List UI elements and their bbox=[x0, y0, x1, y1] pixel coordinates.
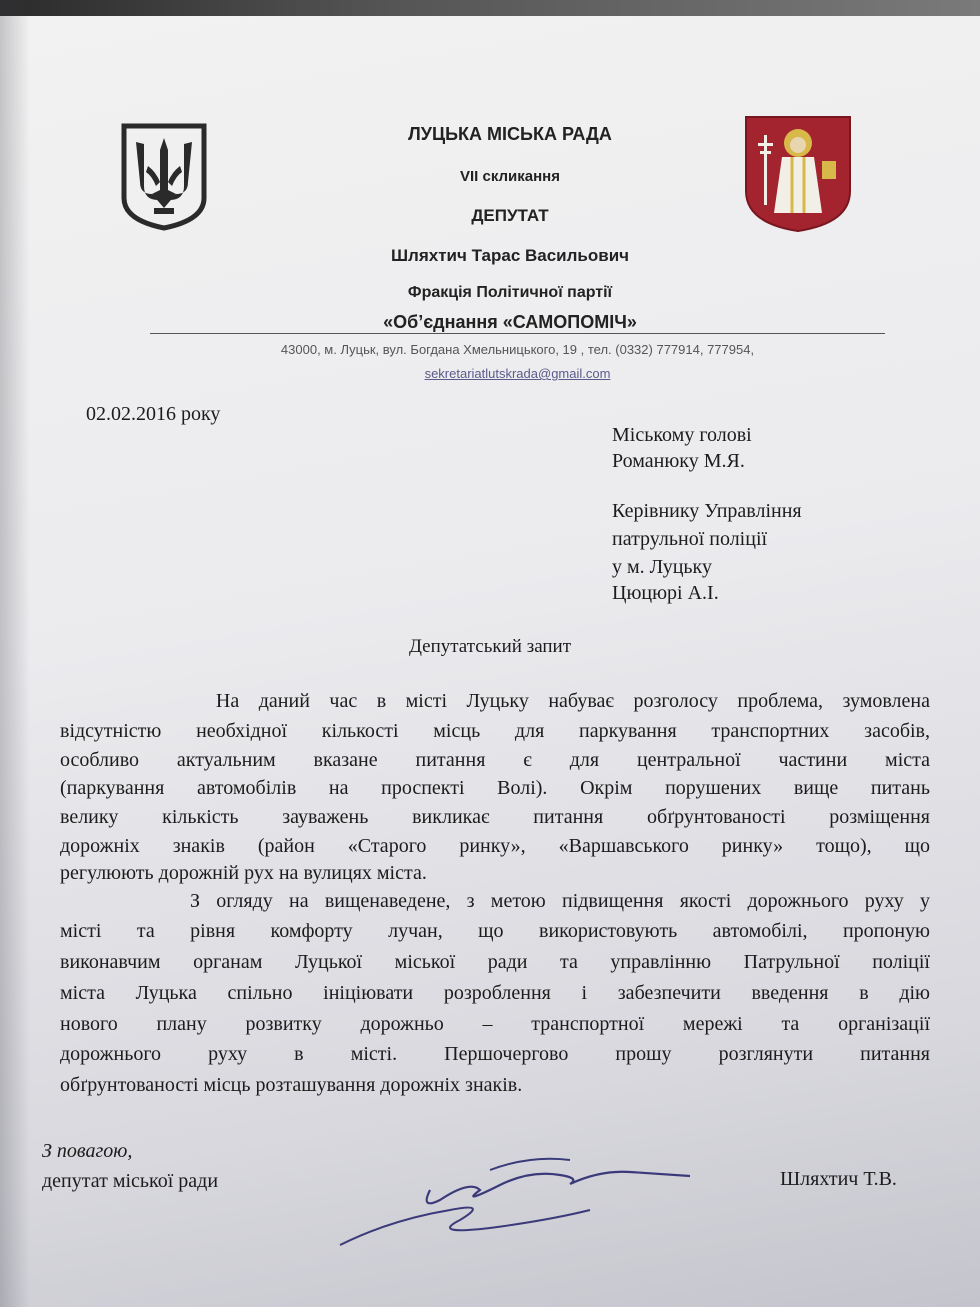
body-line: відсутністю необхідної кількості місць для паркування транспортних засобів, bbox=[60, 720, 930, 742]
contact-email-link[interactable]: sekretariatlutskrada@gmail.com bbox=[424, 366, 611, 381]
addressee-line: патрульної поліції bbox=[612, 528, 768, 550]
signer-name: Шляхтич Т.В. bbox=[780, 1168, 897, 1190]
body-line: міста Луцька спільно ініціювати розроблення і забезпечити введення в дію bbox=[60, 982, 930, 1004]
body-line: На даний час в місті Луцьку набуває розголосу проблема, зумовлена bbox=[60, 690, 930, 712]
deputy-name: Шляхтич Тарас Васильович bbox=[390, 246, 630, 265]
council-name: ЛУЦЬКА МІСЬКА РАДА bbox=[408, 124, 612, 144]
contact-address: 43000, м. Луцьк, вул. Богдана Хмельницького, 19 , тел. (0332) 777914, 777954, bbox=[280, 342, 755, 357]
letter-date: 02.02.2016 року bbox=[86, 403, 221, 425]
body-line: нового плану розвитку дорожньо – транспортної мережі та організації bbox=[60, 1013, 930, 1035]
body-line: особливо актуальним вказане питання є для центральної частини міста bbox=[60, 749, 930, 771]
letter-subject: Депутатський запит bbox=[408, 636, 572, 657]
body-line: регулюють дорожній рух на вулицях міста. bbox=[60, 862, 427, 884]
body-line: З огляду на вищенаведене, з метою підвищення якості дорожнього руху у bbox=[60, 890, 930, 912]
ukraine-trident-icon bbox=[118, 120, 210, 232]
addressee-line: Керівнику Управління bbox=[612, 500, 802, 522]
addressee-line: Міському голові bbox=[612, 424, 752, 446]
closing-title: депутат міської ради bbox=[42, 1170, 219, 1192]
body-line: обґрунтованості місць розташування дорожніх знаків. bbox=[60, 1074, 523, 1096]
body-line: велику кількість зауважень викликає питання обґрунтованості розміщення bbox=[60, 806, 930, 828]
handwritten-signature bbox=[330, 1150, 730, 1260]
addressee-line: у м. Луцьку bbox=[612, 556, 712, 578]
body-line: місті та рівня комфорту лучан, що використовують автомобілі, пропоную bbox=[60, 920, 930, 942]
body-line: виконавчим органам Луцької міської ради та управлінню Патрульної поліції bbox=[60, 951, 930, 973]
lutsk-coat-of-arms-icon bbox=[742, 113, 854, 235]
body-line: дорожнього руху в місті. Першочергово прошу розглянути питання bbox=[60, 1043, 930, 1065]
addressee-line: Романюку М.Я. bbox=[612, 450, 745, 472]
closing-regards: З повагою, bbox=[42, 1140, 133, 1162]
addressee-line: Цюцюрі А.І. bbox=[612, 582, 719, 604]
deputy-role: ДЕПУТАТ bbox=[471, 206, 549, 225]
body-line: (паркування автомобілів на проспекті Волі). Окрім порушених вище питань bbox=[60, 777, 930, 799]
letterhead-divider bbox=[150, 333, 885, 334]
faction-line-2: «Об’єднання «САМОПОМІЧ» bbox=[383, 312, 637, 332]
faction-line-1: Фракція Політичної партії bbox=[407, 284, 613, 301]
convocation: VII скликання bbox=[459, 168, 560, 185]
background-strip bbox=[0, 0, 980, 16]
body-line: дорожніх знаків (район «Старого ринку», «Варшавського ринку» тощо), що bbox=[60, 835, 930, 857]
